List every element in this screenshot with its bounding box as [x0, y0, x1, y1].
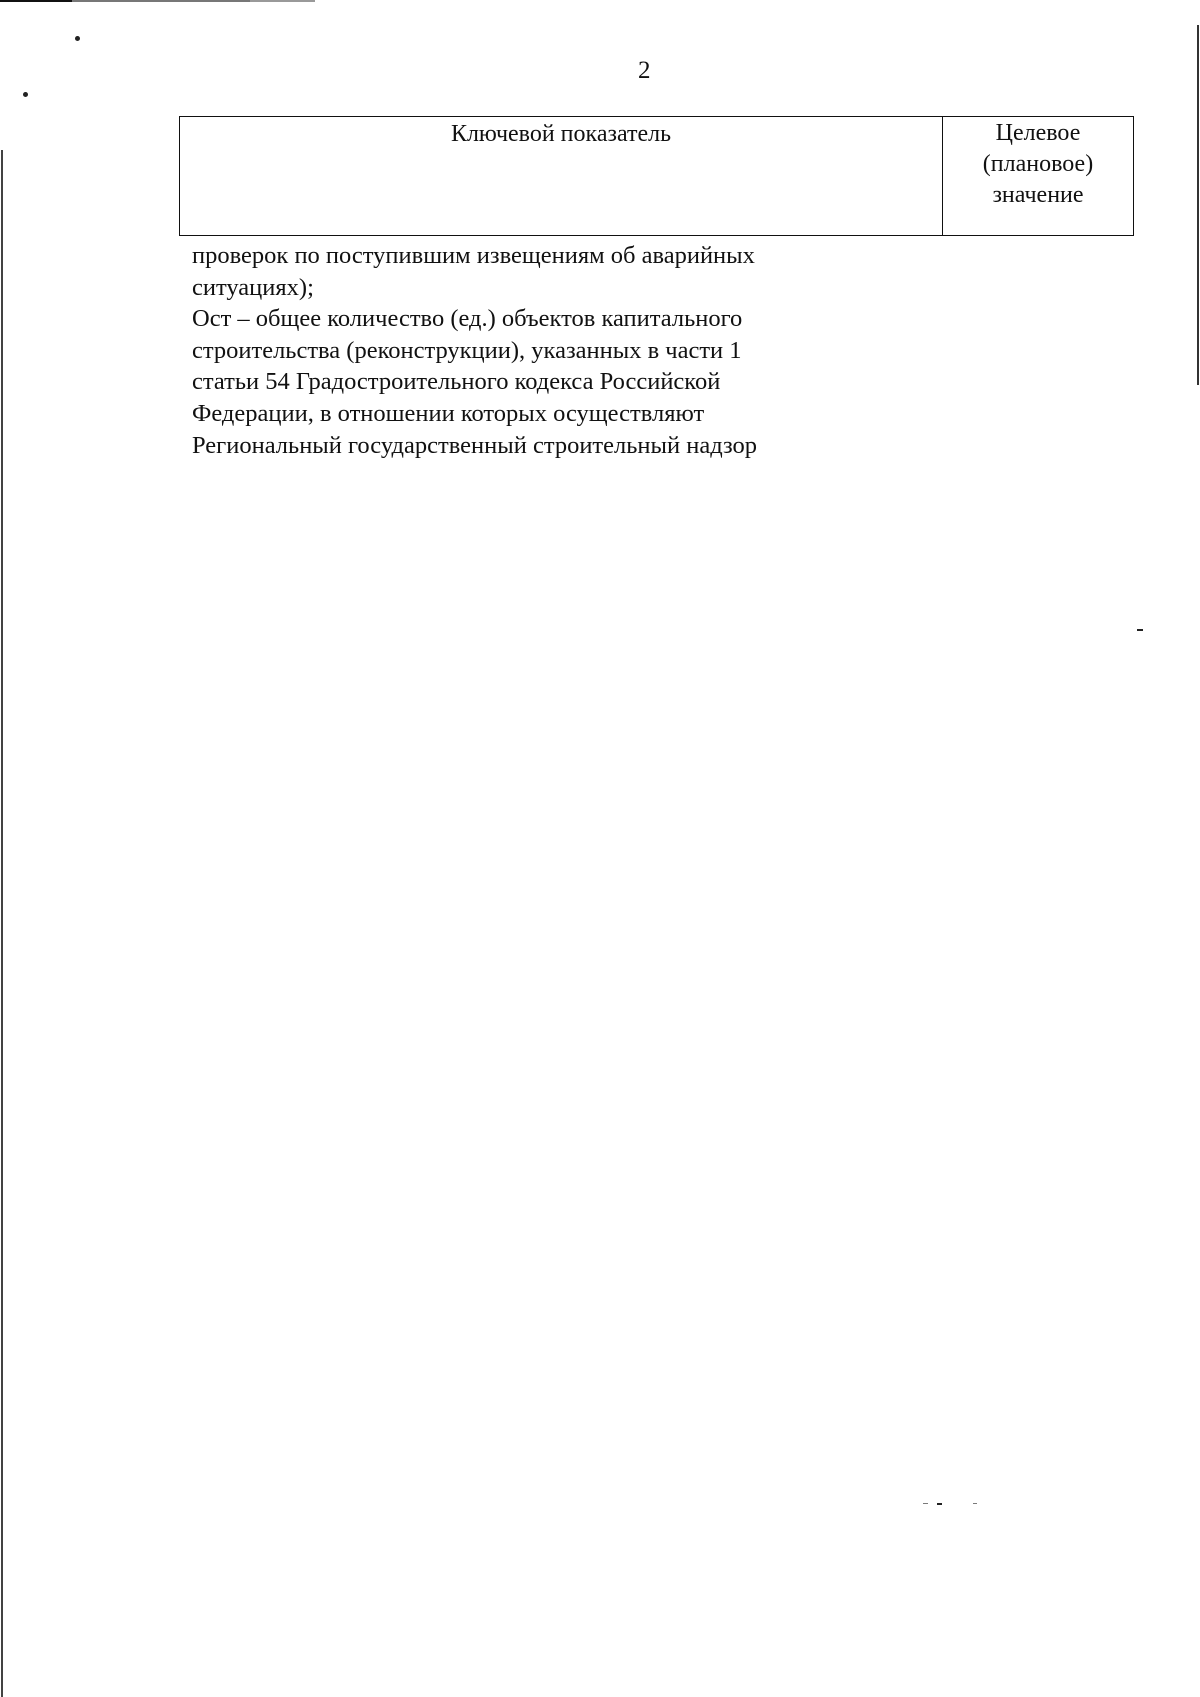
scan-border-right	[1197, 25, 1199, 385]
body-line: Федерации, в отношении которых осуществляют	[192, 399, 705, 427]
scan-speck	[23, 92, 28, 97]
body-line: статьи 54 Градостроительного кодекса Российской	[192, 368, 721, 396]
scan-speck	[937, 1503, 942, 1505]
scan-speck	[973, 1503, 977, 1504]
column-header-key-indicator: Ключевой показатель	[180, 117, 943, 235]
body-line: ситуациях);	[192, 273, 314, 301]
body-line: строительства (реконструкции), указанных в части 1	[192, 336, 742, 364]
scan-speck	[923, 1503, 928, 1504]
column-header-target-line: значение	[992, 182, 1084, 208]
scan-border-top	[0, 0, 315, 2]
column-header-target-value	[943, 117, 1133, 235]
column-header-target-line: Целевое	[995, 120, 1081, 146]
kpi-table-header	[179, 116, 1134, 236]
body-text	[192, 240, 892, 461]
body-line: проверок по поступившим извещениям об аварийных	[192, 242, 755, 269]
scan-speck	[1137, 629, 1143, 631]
body-line: Региональный государственный строительный надзор	[192, 431, 758, 459]
scan-border-left	[1, 150, 3, 1697]
page-number: 2	[638, 57, 651, 84]
scan-speck	[75, 36, 80, 41]
body-line: Ост – общее количество (ед.) объектов капитального	[192, 305, 743, 333]
column-header-target-line: (плановое)	[982, 151, 1094, 177]
